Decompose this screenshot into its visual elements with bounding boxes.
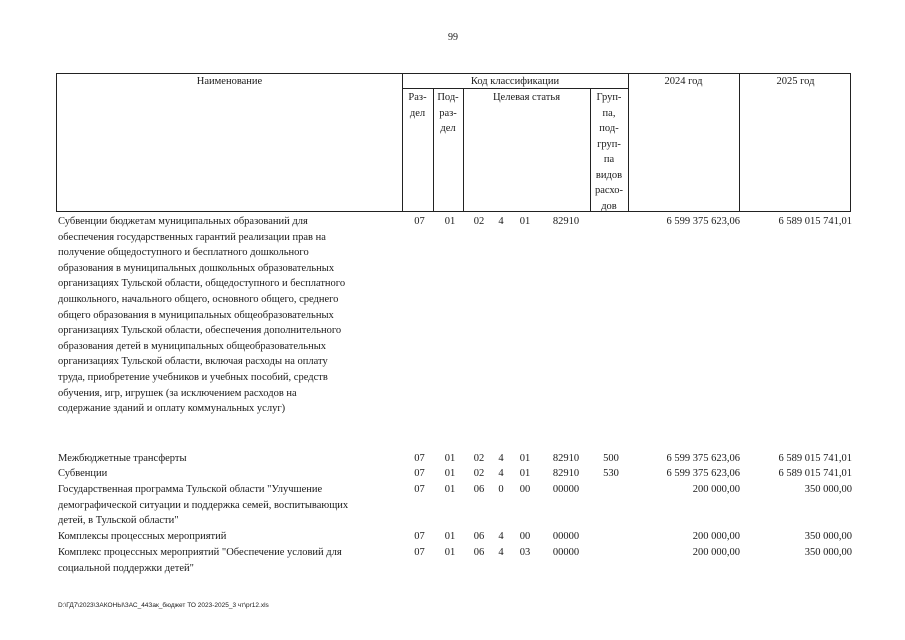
row-name-line: содержание зданий и оплату коммунальных услуг) xyxy=(58,403,286,415)
cell-year1: 200 000,00 xyxy=(692,531,740,542)
cell-cs1: 02 xyxy=(473,453,485,464)
cell-cs3: 00 xyxy=(519,531,531,542)
cell-group: 500 xyxy=(603,453,619,464)
cell-cs3: 01 xyxy=(519,453,531,464)
row-name-line: демографической ситуации и поддержка семей, воспитывающих xyxy=(58,499,349,511)
cell-year2: 350 000,00 xyxy=(804,547,852,558)
header-group: Груп- па, под- груп- па видов расхо- дов xyxy=(594,92,624,212)
header-code: Код классификации xyxy=(470,76,560,87)
cell-year2: 6 589 015 741,01 xyxy=(778,468,852,479)
table-header xyxy=(56,73,851,212)
header-name: Наименование xyxy=(196,76,263,87)
cell-year2: 350 000,00 xyxy=(804,484,852,495)
row-name-line: социальной поддержки детей" xyxy=(58,562,194,574)
header-target-article: Целевая статья xyxy=(492,92,561,103)
cell-cs3: 00 xyxy=(519,484,531,495)
cell-year1: 6 599 375 623,06 xyxy=(666,216,740,227)
file-path-footer: D:\ГД7\2023\ЗАКОНЫ\ЗАС_44Зак_бюджет ТО 2023-2025_3 чт\pr12.xls xyxy=(58,602,269,609)
cell-cs2: 4 xyxy=(498,547,504,558)
row-name-line: получение общедоступного и бесплатного дошкольного xyxy=(58,247,309,259)
cell-podrazdel: 01 xyxy=(444,547,456,558)
cell-razdel: 07 xyxy=(414,453,425,464)
cell-year2: 350 000,00 xyxy=(804,531,852,542)
row-name-line: организациях Тульской области, общедоступного и бесплатного xyxy=(58,278,346,290)
row-name-line: организациях Тульской области, обеспечения дополнительного xyxy=(58,325,342,337)
cell-razdel: 07 xyxy=(414,216,425,227)
cell-cs1: 06 xyxy=(473,547,485,558)
cell-podrazdel: 01 xyxy=(444,468,456,479)
header-podrazdel: Под- раз- дел xyxy=(437,92,459,134)
row-name-line: Субвенции бюджетам муниципальных образований для xyxy=(58,216,308,227)
cell-cs4: 00000 xyxy=(552,547,580,558)
cell-cs2: 4 xyxy=(498,453,504,464)
cell-cs2: 4 xyxy=(498,531,504,542)
cell-cs4: 00000 xyxy=(552,484,580,495)
row-name xyxy=(58,466,393,482)
cell-podrazdel: 01 xyxy=(444,453,456,464)
cell-year1: 6 599 375 623,06 xyxy=(666,453,740,464)
row-name-line: Комплексы процессных мероприятий xyxy=(58,531,227,542)
row-name-line: труда, приобретение учебников и учебных пособий, средств xyxy=(58,371,328,383)
cell-cs3: 03 xyxy=(519,547,531,558)
cell-cs4: 00000 xyxy=(552,531,580,542)
cell-cs2: 4 xyxy=(498,468,504,479)
row-name xyxy=(58,214,393,417)
cell-year1: 6 599 375 623,06 xyxy=(666,468,740,479)
row-name-line: Межбюджетные трансферты xyxy=(58,453,187,464)
cell-razdel: 07 xyxy=(414,531,425,542)
cell-cs4: 82910 xyxy=(552,468,580,479)
cell-podrazdel: 01 xyxy=(444,216,456,227)
cell-podrazdel: 01 xyxy=(444,484,456,495)
cell-cs3: 01 xyxy=(519,468,531,479)
row-name xyxy=(58,529,393,545)
cell-year2: 6 589 015 741,01 xyxy=(778,216,852,227)
row-name-line: Государственная программа Тульской области "Улучшение xyxy=(58,484,323,495)
header-razdel: Раз- дел xyxy=(408,92,427,119)
cell-cs1: 06 xyxy=(473,531,485,542)
cell-cs1: 06 xyxy=(473,484,485,495)
row-name-line: детей, в Тульской области" xyxy=(58,515,179,527)
row-name-line: образования в муниципальных дошкольных образовательных xyxy=(58,262,335,274)
cell-year2: 6 589 015 741,01 xyxy=(778,453,852,464)
row-name-line: обучения, игр, игрушек (за исключением расходов на xyxy=(58,387,297,399)
cell-razdel: 07 xyxy=(414,547,425,558)
cell-razdel: 07 xyxy=(414,484,425,495)
cell-podrazdel: 01 xyxy=(444,531,456,542)
row-name xyxy=(58,451,393,467)
row-name-line: образования детей в муниципальных общеобразовательных xyxy=(58,340,326,352)
row-name xyxy=(58,545,393,576)
cell-cs2: 0 xyxy=(498,484,504,495)
cell-cs4: 82910 xyxy=(552,216,580,227)
cell-cs2: 4 xyxy=(498,216,504,227)
cell-cs3: 01 xyxy=(519,216,531,227)
row-name-line: Субвенции xyxy=(58,468,108,479)
cell-cs4: 82910 xyxy=(552,453,580,464)
cell-cs1: 02 xyxy=(473,216,485,227)
row-name xyxy=(58,482,393,529)
cell-group: 530 xyxy=(603,468,619,479)
row-name-line: дошкольного, начального общего, основного общего, среднего xyxy=(58,293,339,305)
row-name-line: общего образования в муниципальных общеобразовательных xyxy=(58,309,334,321)
row-name-line: организациях Тульской области, включая расходы на оплату xyxy=(58,356,328,368)
row-name-line: Комплекс процессных мероприятий "Обеспечение условий для xyxy=(58,547,342,558)
page-number: 99 xyxy=(448,32,458,43)
row-name-line: обеспечения государственных гарантий реализации прав на xyxy=(58,231,326,243)
cell-year1: 200 000,00 xyxy=(692,484,740,495)
header-year-2024: 2024 год xyxy=(664,76,703,87)
cell-cs1: 02 xyxy=(473,468,485,479)
cell-year1: 200 000,00 xyxy=(692,547,740,558)
cell-razdel: 07 xyxy=(414,468,425,479)
header-year-2025: 2025 год xyxy=(776,76,815,87)
